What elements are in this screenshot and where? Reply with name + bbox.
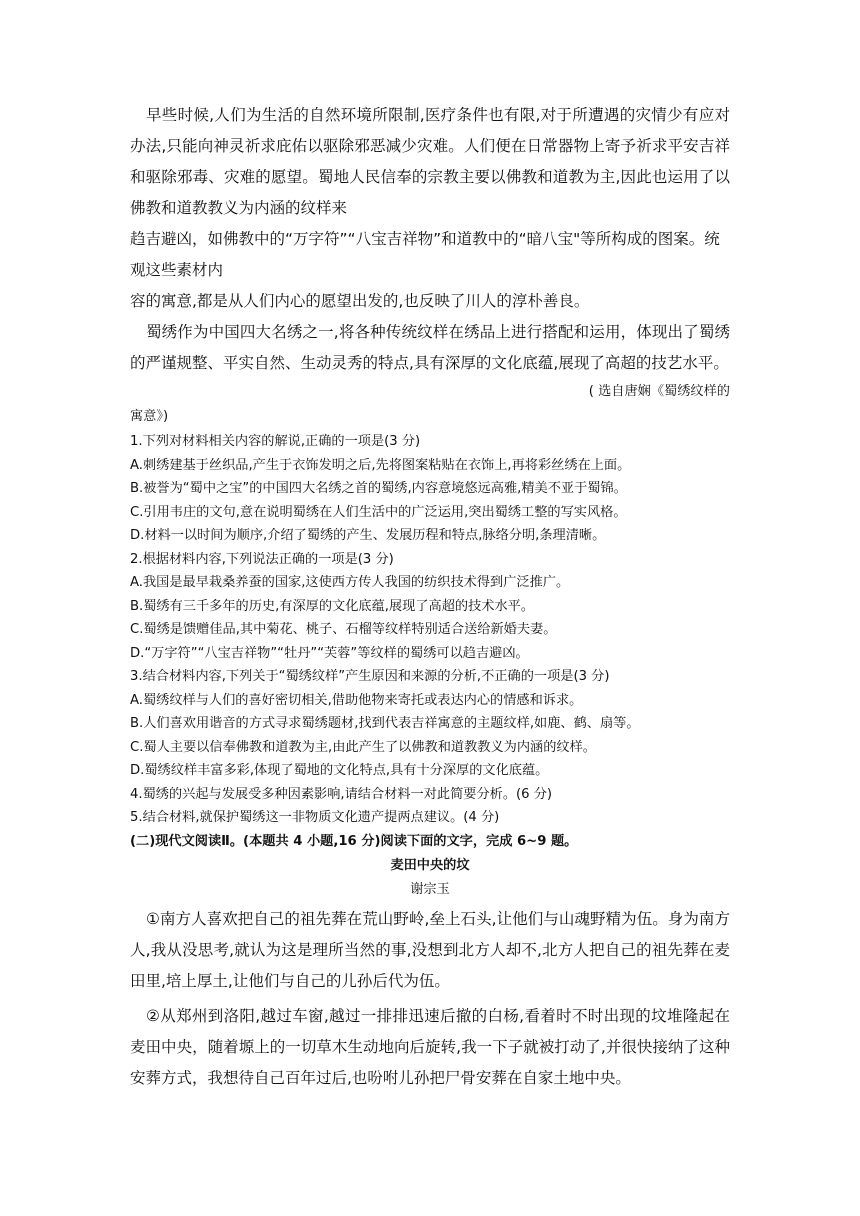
- paragraph-folk-belief-continued: 趋吉避凶，如佛教中的“万字符”“八宝吉祥物”和道教中的“暗八宝"等所构成的图案。统观这些素材内: [130, 230, 720, 279]
- question-line: D.“万字符”“八宝吉祥物”“牡丹”“芙蓉”等纹样的蜀绣可以趋吉避凶。: [130, 645, 529, 661]
- passage-one: [130, 100, 730, 428]
- question-line: C.引用韦庄的文句,意在说明蜀绣在人们生活中的广泛运用,突出蜀绣工整的写实风格。: [130, 504, 627, 520]
- question-line: C.蜀绣是馈赠佳品,其中菊花、桃子、石榴等纹样特别适合送给新婚夫妻。: [130, 622, 557, 637]
- essay-body: [130, 904, 730, 1094]
- question-line: 1.下列对材料相关内容的解说,正确的一项是(3 分): [130, 434, 421, 449]
- question-line: D.蜀绣纹样丰富多彩,体现了蜀地的文化特点,具有十分深厚的文化底蕴。: [130, 763, 549, 778]
- section-two-heading: (二)现代文阅读Ⅱ。(本题共 4 小题,16 分)阅读下面的文字，完成 6~9 题。: [130, 833, 578, 849]
- question-line: 2.根据材料内容,下列说法正确的一项是(3 分): [130, 551, 394, 567]
- question-line: 4.蜀绣的兴起与发展受多种因素影响,请结合材料一对此简要分析。(6 分): [130, 786, 553, 802]
- question-line: 3.结合材料内容,下列关于“蜀绣纹样”产生原因和来源的分析,不正确的一项是(3 分): [130, 669, 610, 684]
- essay-paragraph-two: ②从郑州到洛阳,越过车窗,越过一排排迅速后撤的白杨,看着时不时出现的坟堆隆起在麦田中央，随着塬上的一切草木生动地向后旋转,我一下子就被打动了,并很快接纳了这种安葬方式，我想待自己百年过后,也吩咐儿孙把尸骨安葬在自家土地中央。: [130, 1007, 730, 1087]
- paragraph-folk-belief-end: 容的寓意,都是从人们内心的愿望出发的,也反映了川人的淳朴善良。: [130, 292, 590, 310]
- question-line: A.蜀绣纹样与人们的喜好密切相关,借助他物来寄托或表达内心的情感和诉求。: [130, 692, 583, 708]
- essay-paragraph-one: ①南方人喜欢把自己的祖先葬在荒山野岭,垒上石头,让他们与山魂野精为伍。身为南方人,我从没思考,就认为这是理所当然的事,没想到北方人却不,北方人把自己的祖先葬在麦田里,培上厚土,让他们与自己的儿孙后代为伍。: [130, 910, 730, 990]
- question-line: C.蜀人主要以信奉佛教和道教为主,由此产生了以佛教和道教教义为内涵的纹样。: [130, 739, 596, 755]
- essay-author: 谢宗玉: [410, 882, 450, 897]
- question-line: B.被誉为“蜀中之宝”的中国四大名绣之首的蜀绣,内容意境悠远高雅,精美不亚于蜀锦。: [130, 481, 627, 496]
- paragraph-shu-embroidery: 蜀绣作为中国四大名绣之一,将各种传统纹样在绣品上进行搭配和运用，体现出了蜀绣的严谨规整、平实自然、生动灵秀的特点,具有深厚的文化底蕴,展现了高超的技艺水平。: [130, 323, 730, 372]
- question-line: A.刺绣建基于丝织品,产生于衣饰发明之后,先将图案粘贴在衣饰上,再将彩丝绣在上面。: [130, 457, 631, 473]
- question-line: 5.结合材料,就保护蜀绣这一非物质文化遗产提两点建议。(4 分): [130, 810, 500, 825]
- essay-title: 麦田中央的坟: [390, 858, 470, 873]
- question-line: A.我国是最早栽桑养蚕的国家,这使西方传人我国的纺织技术得到广泛推广。: [130, 575, 570, 590]
- question-list: [130, 430, 730, 901]
- question-line: B.人们喜欢用谐音的方式寻求蜀绣题材,找到代表吉祥寓意的主题纹样,如鹿、鹤、扇等。: [130, 716, 640, 731]
- paragraph-folk-belief: 早些时候,人们为生活的自然环境所限制,医疗条件也有限,对于所遭遇的灾情少有应对办法,只能向神灵祈求庇佑以驱除邪恶减少灾难。人们便在日常器物上寄予祈求平安吉祥和驱除邪毒、灾难的愿望。蜀地人民信奉的宗教主要以佛教和道教为主,因此也运用了以佛教和道教教义为内涵的纹样来: [130, 106, 730, 217]
- source-citation-end: 寓意》): [130, 409, 169, 424]
- source-citation: ( 选自唐娴《蜀绣纹样的: [588, 384, 730, 399]
- question-line: B.蜀绣有三千多年的历史,有深厚的文化底蕴,展现了高超的技术水平。: [130, 598, 535, 614]
- question-line: D.材料一以时间为顺序,介绍了蜀绣的产生、发展历程和特点,脉络分明,条理清晰。: [130, 528, 606, 543]
